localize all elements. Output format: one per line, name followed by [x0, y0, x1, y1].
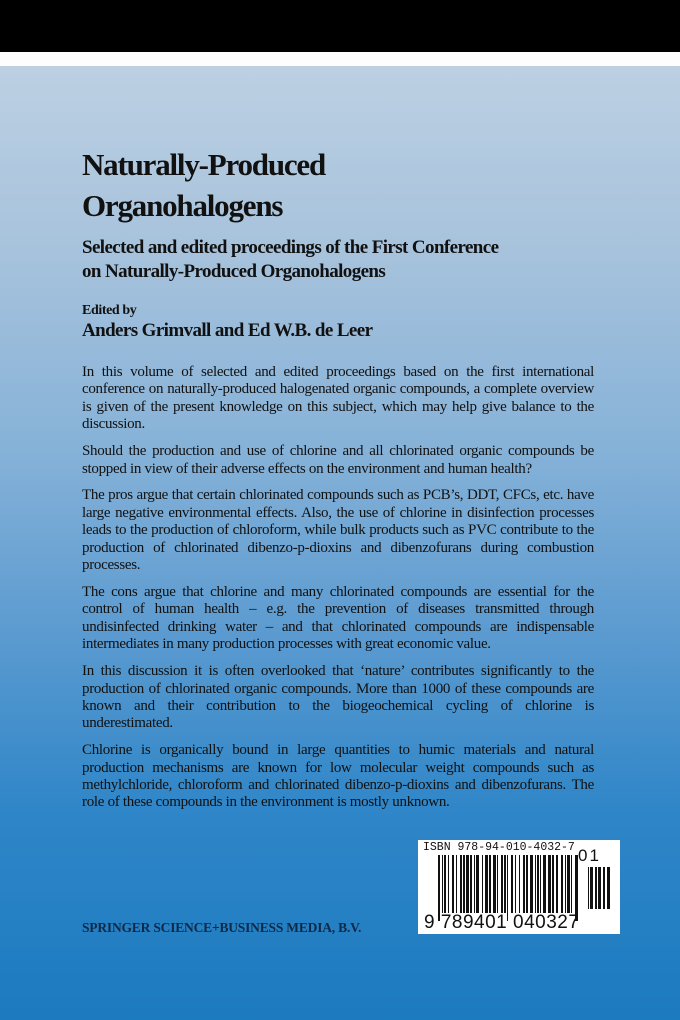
blurb-paragraph: The cons argue that chlorine and many chlorinated compounds are essential for the control of human health – e.g. the prevention of diseases transmitted through undisinfected drinking water – and that chlorinated compounds are indispensable intermediates in many production processes with great economic value. — [82, 583, 594, 653]
barcode-bar — [598, 867, 601, 909]
blurb-paragraph: In this volume of selected and edited proceedings based on the first international conference on naturally-produced halogenated organic compounds, a complete overview is given of the present knowledge on this subject, which may help give balance to the discussion. — [82, 364, 594, 433]
blurb — [82, 364, 594, 821]
barcode-bar — [511, 855, 513, 913]
title-line-2: Organohalogens — [82, 188, 283, 223]
barcode-bar — [470, 855, 472, 913]
barcode-bar — [607, 867, 610, 909]
barcode-bar — [571, 855, 572, 913]
barcode-bar — [565, 855, 566, 913]
barcode-bar — [452, 855, 454, 913]
isbn-label: ISBN 978-94-010-4032-7 — [423, 841, 575, 854]
blurb-paragraph: The pros argue that certain chlorinated compounds such as PCB’s, DDT, CFCs, etc. have large negative environmental effects. Also, the use of chlorine in disinfection processes leads to the production of chloroform, while bulk products such as PVC contribute to the production of chlorinated dibenzo-p-dioxins and dibenzofurans during combustion processes. — [82, 487, 594, 574]
barcode-bar — [530, 855, 533, 913]
barcode-bar — [442, 855, 443, 913]
barcode-bar — [448, 855, 449, 913]
barcode-bar — [466, 855, 469, 913]
top-white-band — [0, 52, 680, 66]
barcode-bar — [543, 855, 546, 913]
barcode-bar — [567, 855, 570, 913]
barcode-bar — [519, 855, 520, 913]
blurb-paragraph: Should the production and use of chlorine and all chlorinated organic compounds be stopped in view of their adverse effects on the environment and human health? — [82, 443, 594, 477]
publisher: SPRINGER SCIENCE+BUSINESS MEDIA, B.V. — [82, 920, 362, 935]
barcode-bar — [540, 855, 541, 913]
barcode-bar — [603, 867, 605, 909]
book-title — [82, 144, 325, 226]
barcode-bar — [561, 855, 563, 913]
barcode-bar — [463, 855, 465, 913]
barcode-ean-number: 9 789401 040327 — [424, 912, 580, 933]
blurb-paragraph: In this discussion it is often overlooked that ‘nature’ contributes significantly to the production of chlorinated organic compounds. More than 1000 of these compounds are known and their contribution to the biogeochemical cycling of chlorine is underestimated. — [82, 663, 594, 732]
barcode-bar — [504, 855, 506, 913]
barcode-bar — [590, 867, 593, 909]
barcode-bar — [456, 855, 457, 913]
blurb-paragraph: Chlorine is organically bound in large quantities to humic materials and natural production mechanisms are known for low molecular weight compounds such as methylchloride, chloroform and chlorinated dibenzo-p-dioxins and dibenzofurans. The role of these compounds in the environment is mostly unknown. — [82, 742, 594, 811]
barcode-bar — [552, 855, 554, 913]
barcode-bar — [460, 855, 462, 913]
edited-by-label: Edited by — [82, 303, 137, 318]
barcode-addon-number: 01 — [578, 846, 601, 865]
barcode-bar — [588, 867, 589, 909]
barcode-bar — [501, 855, 503, 913]
subtitle-line-2: on Naturally-Produced Organohalogens — [82, 261, 386, 282]
barcode-bar — [497, 855, 498, 913]
barcode-bar — [595, 867, 597, 909]
subtitle-line-1: Selected and edited proceedings of the First Conference — [82, 237, 499, 258]
barcode-bar — [556, 855, 558, 913]
title-line-1: Naturally-Produced — [82, 147, 326, 182]
barcode-bar — [476, 855, 479, 913]
barcode-bar — [526, 855, 528, 913]
barcode-bar — [493, 855, 496, 913]
barcode-bar — [523, 855, 525, 913]
isbn-barcode — [418, 840, 620, 934]
barcode-addon-bars — [588, 867, 613, 917]
barcode-bar — [535, 855, 536, 913]
barcode-bar — [485, 855, 488, 913]
book-subtitle — [82, 236, 498, 284]
barcode-bar — [515, 855, 516, 913]
barcode-bar — [482, 855, 483, 913]
barcode-bar — [474, 855, 475, 913]
editors: Anders Grimvall and Ed W.B. de Leer — [82, 320, 373, 341]
top-black-bar — [0, 0, 680, 52]
barcode-bar — [548, 855, 551, 913]
barcode-bar — [537, 855, 539, 913]
barcode-bar — [489, 855, 491, 913]
barcode-bar — [444, 855, 446, 913]
